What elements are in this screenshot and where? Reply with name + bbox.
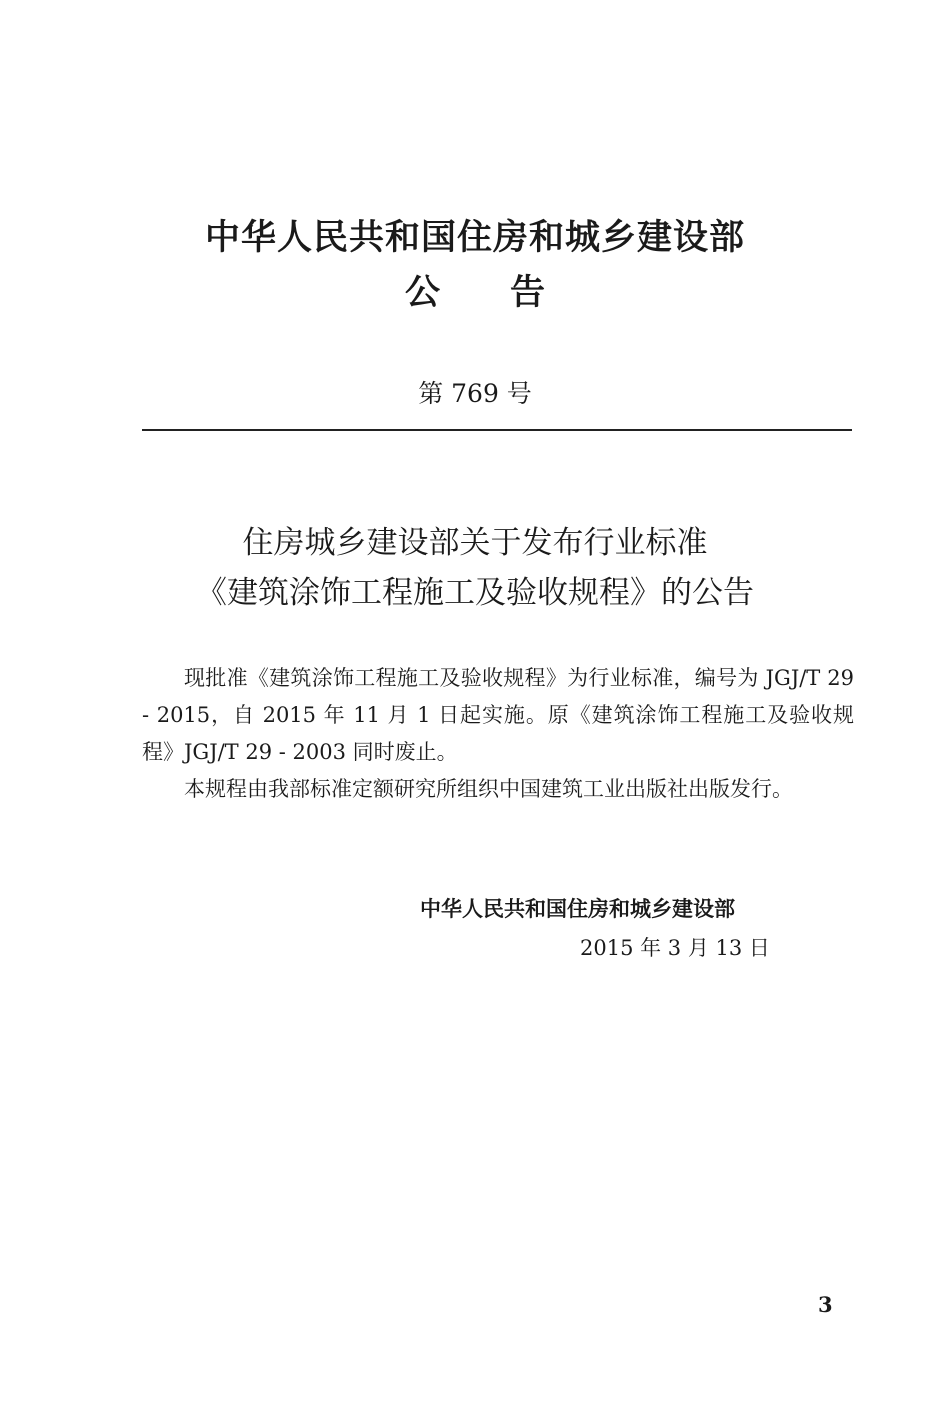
announcement-subject	[0, 518, 950, 618]
subject-line-1: 住房城乡建设部关于发布行业标准	[242, 525, 708, 561]
subject-line-2: 《建筑涂饰工程施工及验收规程》的公告	[196, 575, 754, 611]
document-number: 第 769 号	[418, 379, 532, 408]
page-number: 3	[818, 1292, 833, 1317]
ministry-title: 中华人民共和国住房和城乡建设部	[204, 218, 745, 258]
body-paragraph-2: 本规程由我部标准定额研究所组织中国建筑工业出版社出版发行。	[184, 777, 793, 801]
signature-organization: 中华人民共和国住房和城乡建设部	[420, 897, 735, 921]
body-paragraph-1: 现批准《建筑涂饰工程施工及验收规程》为行业标准，编号为 JGJ/T 29 - 2015，自 2015 年 11 月 1 日起实施。原《建筑涂饰工程施工及验收规程》JGJ/T 29 - 2003 同时废止。	[142, 666, 854, 764]
announcement-heading	[0, 265, 950, 315]
header-divider	[142, 429, 852, 431]
announcement-heading-left: 公	[404, 273, 440, 313]
announcement-body	[142, 660, 854, 808]
announcement-heading-right: 告	[510, 273, 546, 313]
signature-date: 2015 年 3 月 13 日	[580, 936, 770, 960]
